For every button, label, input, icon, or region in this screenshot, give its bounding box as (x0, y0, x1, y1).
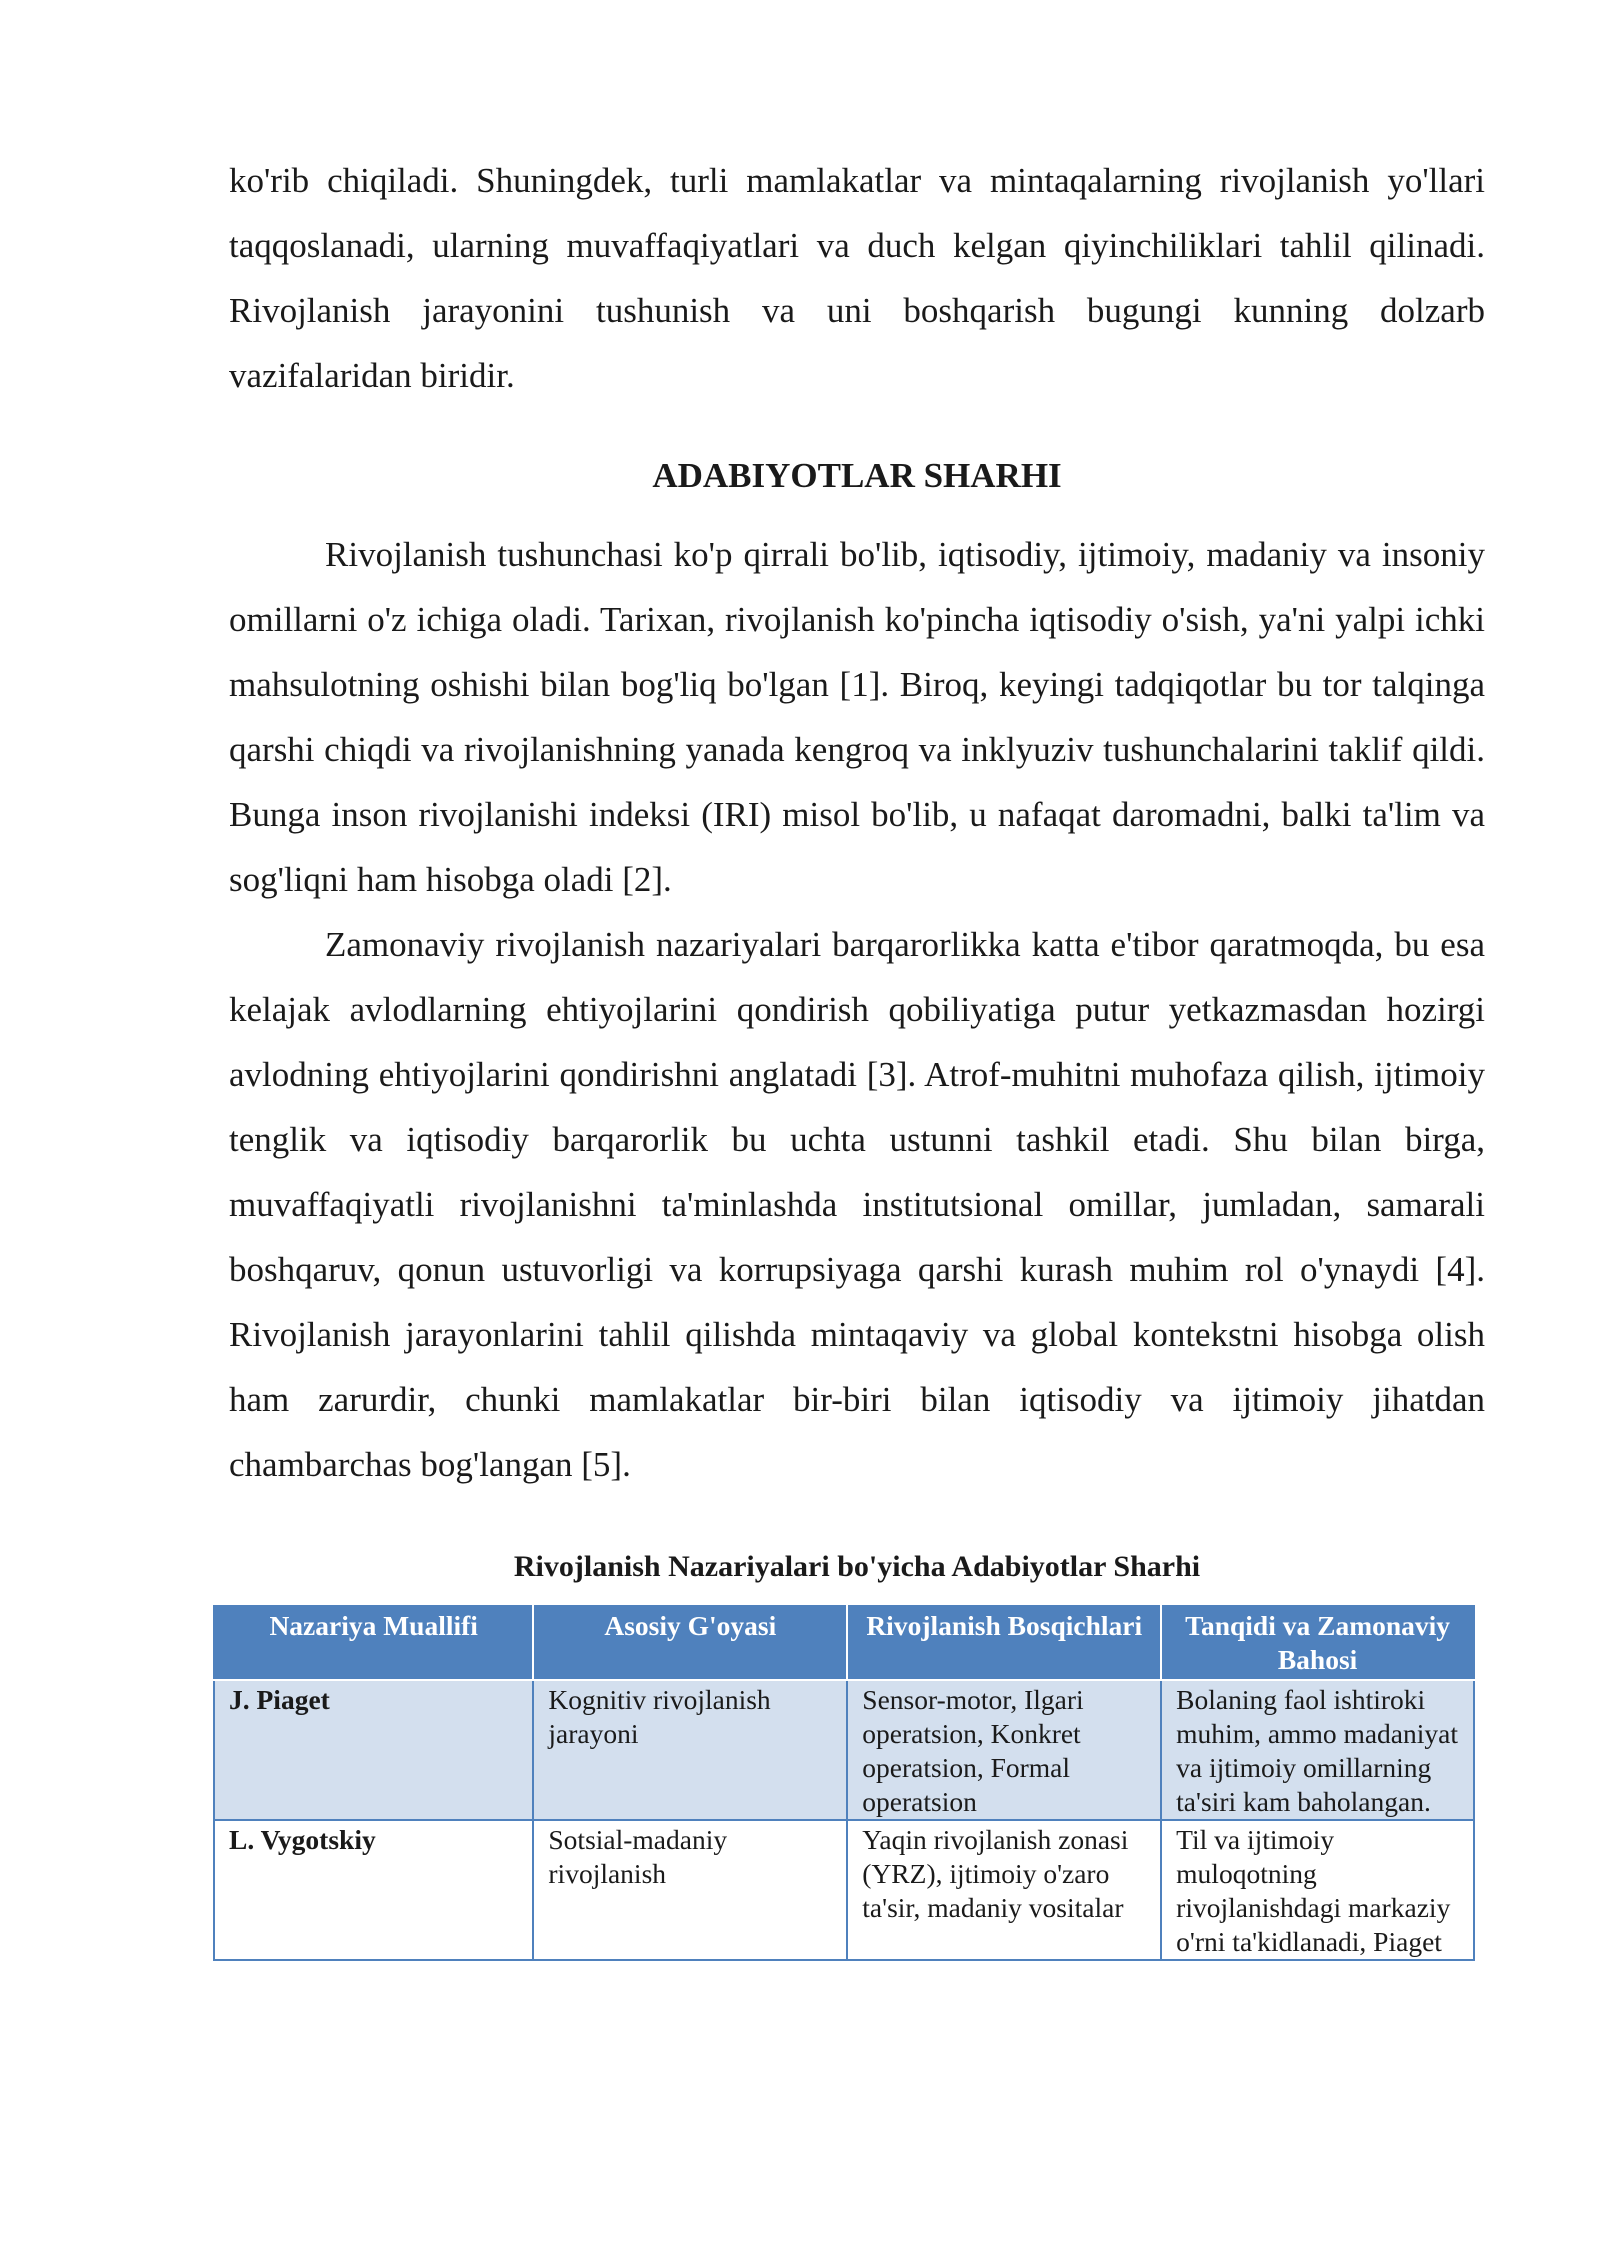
cell-stages: Sensor-motor, Ilgari operatsion, Konkret operatsion, Formal operatsion (847, 1680, 1161, 1820)
document-page (229, 148, 1485, 1961)
body-paragraph-2: Zamonaviy rivojlanish nazariyalari barqarorlikka katta e'tibor qaratmoqda, bu esa kelajak avlodlarning ehtiyojlarini qondirish qobiliyatiga putur yetkazmasdan hozirgi avlodning ehtiyojlarini qondirishni anglatadi [3]. Atrof-muhitni muhofaza qilish, ijtimoiy tenglik va iqtisodiy barqarorlik bu uchta ustunni tashkil etadi. Shu bilan birga, muvaffaqiyatli rivojlanishni ta'minlashda institutsional omillar, jumladan, samarali boshqaruv, qonun ustuvorligi va korrupsiyaga qarshi kurash muhim rol o'ynaydi [4]. Rivojlanish jarayonlarini tahlil qilishda mintaqaviy va global kontekstni hisobga olish ham zarurdir, chunki mamlakatlar bir-biri bilan iqtisodiy va ijtimoiy jihatdan chambarchas bog'langan [5]. (229, 925, 1485, 1484)
header-stages: Rivojlanish Bosqichlari (847, 1606, 1161, 1680)
cell-main-idea: Kognitiv rivojlanish jarayoni (533, 1680, 847, 1820)
body-paragraph-1: Rivojlanish tushunchasi ko'p qirrali bo'lib, iqtisodiy, ijtimoiy, madaniy va insoniy omillarni o'z ichiga oladi. Tarixan, rivojlanish ko'pincha iqtisodiy o'sish, ya'ni yalpi ichki mahsulotning oshishi bilan bog'liq bo'lgan [1]. Biroq, keyingi tadqiqotlar bu tor talqinga qarshi chiqdi va rivojlanishning yanada kengroq va inklyuziv tushunchalarini taklif qildi. Bunga inson rivojlanishi indeksi (IRI) misol bo'lib, u nafaqat daromadni, balki ta'lim va sog'liqni ham hisobga oladi [2]. (229, 535, 1485, 899)
cell-main-idea: Sotsial-madaniy rivojlanish (533, 1820, 847, 1960)
table-header-row (214, 1606, 1474, 1680)
header-main-idea: Asosiy G'oyasi (533, 1606, 847, 1680)
section-heading: ADABIYOTLAR SHARHI (652, 456, 1062, 495)
header-author: Nazariya Muallifi (214, 1606, 533, 1680)
literature-table (213, 1605, 1475, 1961)
table-caption: Rivojlanish Nazariyalari bo'yicha Adabiyotlar Sharhi (513, 1550, 1201, 1583)
cell-critique: Til va ijtimoiy muloqotning rivojlanishdagi markaziy o'rni ta'kidlanadi, Piaget (1161, 1820, 1474, 1960)
cell-stages: Yaqin rivojlanish zonasi (YRZ), ijtimoiy o'zaro ta'sir, madaniy vositalar (847, 1820, 1161, 1960)
cell-author: J. Piaget (214, 1680, 533, 1820)
cell-author: L. Vygotskiy (214, 1820, 533, 1960)
header-critique: Tanqidi va Zamonaviy Bahosi (1161, 1606, 1474, 1680)
intro-paragraph: ko'rib chiqiladi. Shuningdek, turli mamlakatlar va mintaqalarning rivojlanish yo'llari taqqoslanadi, ularning muvaffaqiyatlari va duch kelgan qiyinchiliklari tahlil qilinadi. Rivojlanish jarayonini tushunish va uni boshqarish bugungi kunning dolzarb vazifalaridan biridir. (229, 161, 1485, 395)
table-row (214, 1680, 1474, 1820)
cell-critique: Bolaning faol ishtiroki muhim, ammo madaniyat va ijtimoiy omillarning ta'siri kam baholangan. (1161, 1680, 1474, 1820)
table-row (214, 1820, 1474, 1960)
